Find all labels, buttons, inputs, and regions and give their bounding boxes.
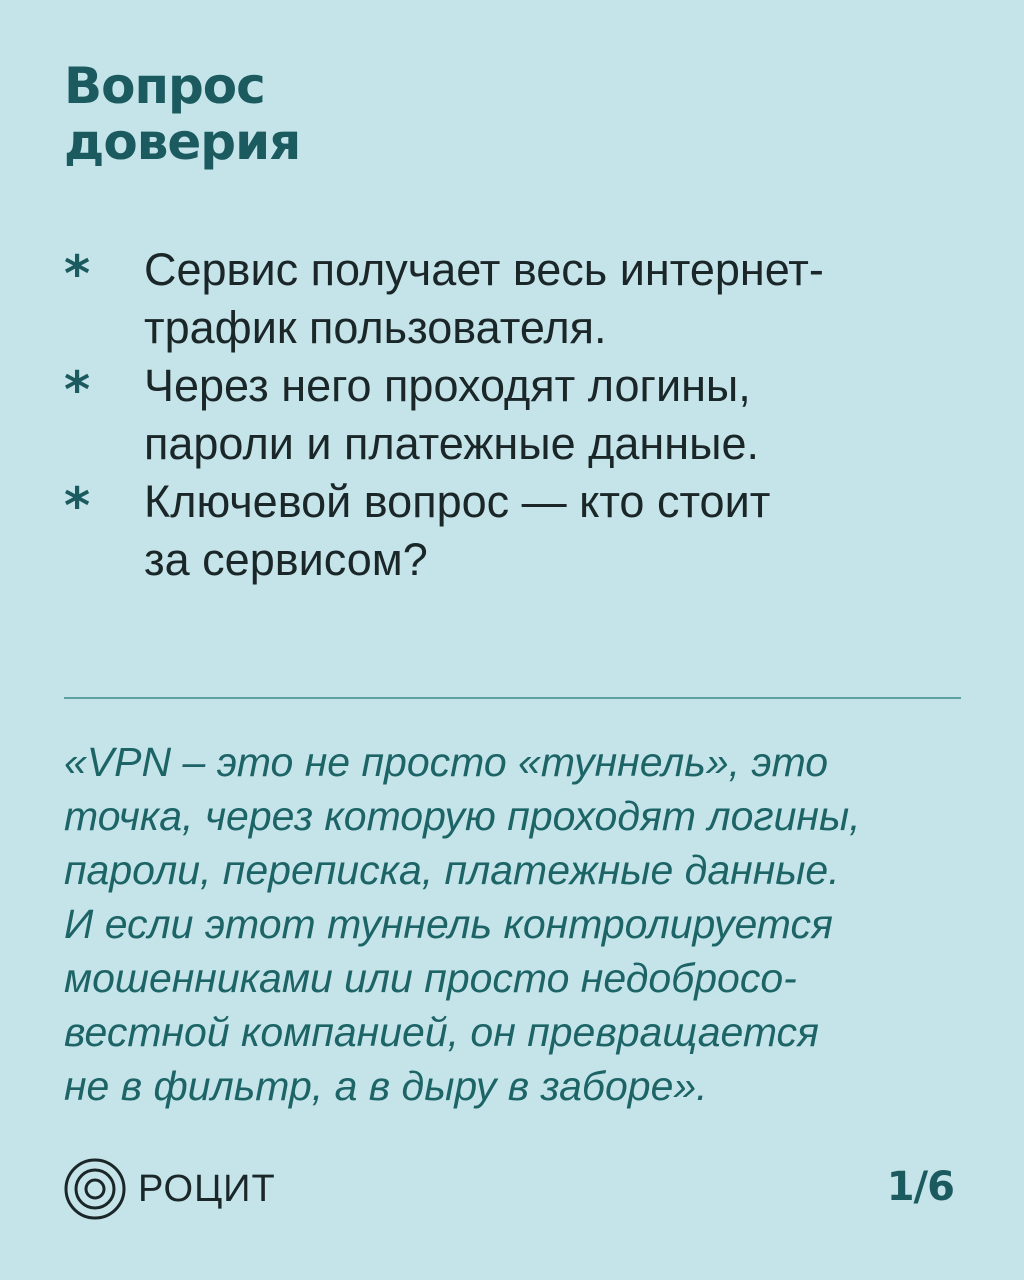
bullet-line: Сервис получает весь интернет- [144,244,824,295]
bullet-line: за сервисом? [144,534,428,585]
list-item [64,357,964,473]
quote [64,735,964,1113]
asterisk-icon: * [64,245,91,303]
slide-title [64,58,664,170]
bullet-text [144,241,904,357]
bullet-line: пароли и платежные данные. [144,418,759,469]
quote-line: «VPN – это не просто «туннель», это [64,739,829,785]
quote-line: И если этот туннель контролируется [64,901,833,947]
page-counter: 1/6 [886,1164,954,1210]
list-item [64,473,964,589]
quote-line: вестной компанией, он превращается [64,1009,819,1055]
bullet-line: трафик пользователя. [144,302,607,353]
quote-line: мошенниками или просто недобросо- [64,955,797,1001]
bullet-text [144,473,904,589]
bullet-line: Через него проходят логины, [144,360,751,411]
quote-line: точка, через которую проходят логины, [64,793,861,839]
concentric-circles-icon [64,1158,126,1220]
asterisk-icon: * [64,477,91,535]
bullet-line: Ключевой вопрос — кто стоит [144,476,771,527]
asterisk-icon: * [64,361,91,419]
quote-line: не в фильтр, а в дыру в заборе». [64,1063,708,1109]
brand-name: РОЦИТ [138,1167,276,1210]
list-item [64,241,964,357]
divider [64,697,961,699]
bullet-text [144,357,904,473]
bullet-list [64,241,964,589]
title-line: Вопрос [64,57,265,115]
quote-line: пароли, переписка, платежные данные. [64,847,840,893]
title-line: доверия [64,113,301,171]
brand-logo [64,1158,276,1220]
